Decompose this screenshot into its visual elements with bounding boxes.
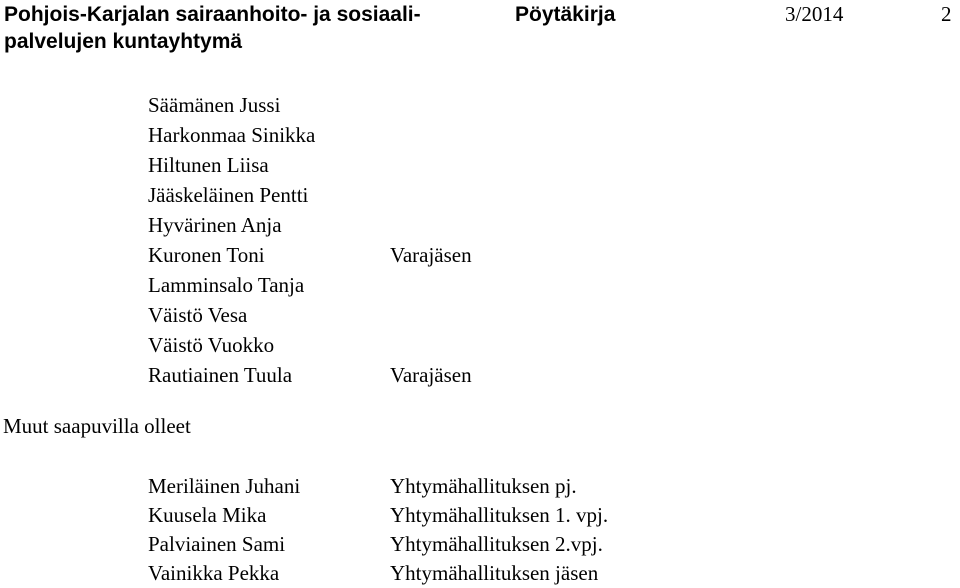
attendee-row — [148, 90, 315, 120]
attendee-name: Rautiainen Tuula — [148, 363, 293, 387]
attendee-row — [148, 330, 315, 360]
others-list — [148, 472, 609, 588]
attendee-name: Hiltunen Liisa — [148, 153, 269, 177]
attendee-name: Harkonmaa Sinikka — [148, 123, 316, 147]
attendee-row — [148, 240, 472, 270]
other-attendee-name: Kuusela Mika — [148, 503, 267, 527]
attendee-name: Jääskeläinen Pentti — [148, 183, 309, 207]
other-attendee-row — [148, 472, 577, 501]
organization-name-line-1: Pohjois-Karjalan sairaanhoito- ja sosiaali- — [4, 3, 421, 26]
attendee-name: Säämänen Jussi — [148, 93, 281, 117]
attendee-name: Väistö Vuokko — [148, 333, 275, 357]
attendee-row — [148, 120, 315, 150]
attendee-row — [148, 180, 315, 210]
other-attendee-name: Vainikka Pekka — [148, 561, 280, 585]
other-attendee-name: Palviainen Sami — [148, 532, 286, 556]
document-number: 3/2014 — [785, 2, 844, 26]
attendee-row — [148, 210, 315, 240]
attendee-role: Varajäsen — [390, 363, 472, 387]
other-attendee-role: Yhtymähallituksen jäsen — [390, 561, 599, 585]
others-section-label: Muut saapuvilla olleet — [3, 414, 191, 438]
attendee-list — [148, 90, 472, 390]
attendee-name: Väistö Vesa — [148, 303, 248, 327]
other-attendee-row — [148, 501, 609, 530]
other-attendee-name: Meriläinen Juhani — [148, 474, 301, 498]
other-attendee-row — [148, 559, 599, 588]
attendee-name: Kuronen Toni — [148, 243, 265, 267]
organization-name-line-2: palvelujen kuntayhtymä — [4, 30, 243, 53]
attendee-row — [148, 270, 315, 300]
other-attendee-role: Yhtymähallituksen 1. vpj. — [390, 503, 609, 527]
other-attendee-role: Yhtymähallituksen pj. — [390, 474, 577, 498]
other-attendee-role: Yhtymähallituksen 2.vpj. — [390, 532, 603, 556]
attendee-row — [148, 150, 315, 180]
attendee-role: Varajäsen — [390, 243, 472, 267]
other-attendee-row — [148, 530, 603, 559]
page-number: 2 — [941, 2, 952, 26]
document-type: Pöytäkirja — [515, 3, 616, 26]
attendee-name: Lamminsalo Tanja — [148, 273, 305, 297]
attendee-row — [148, 300, 315, 330]
attendee-name: Hyvärinen Anja — [148, 213, 282, 237]
attendee-row — [148, 360, 472, 390]
